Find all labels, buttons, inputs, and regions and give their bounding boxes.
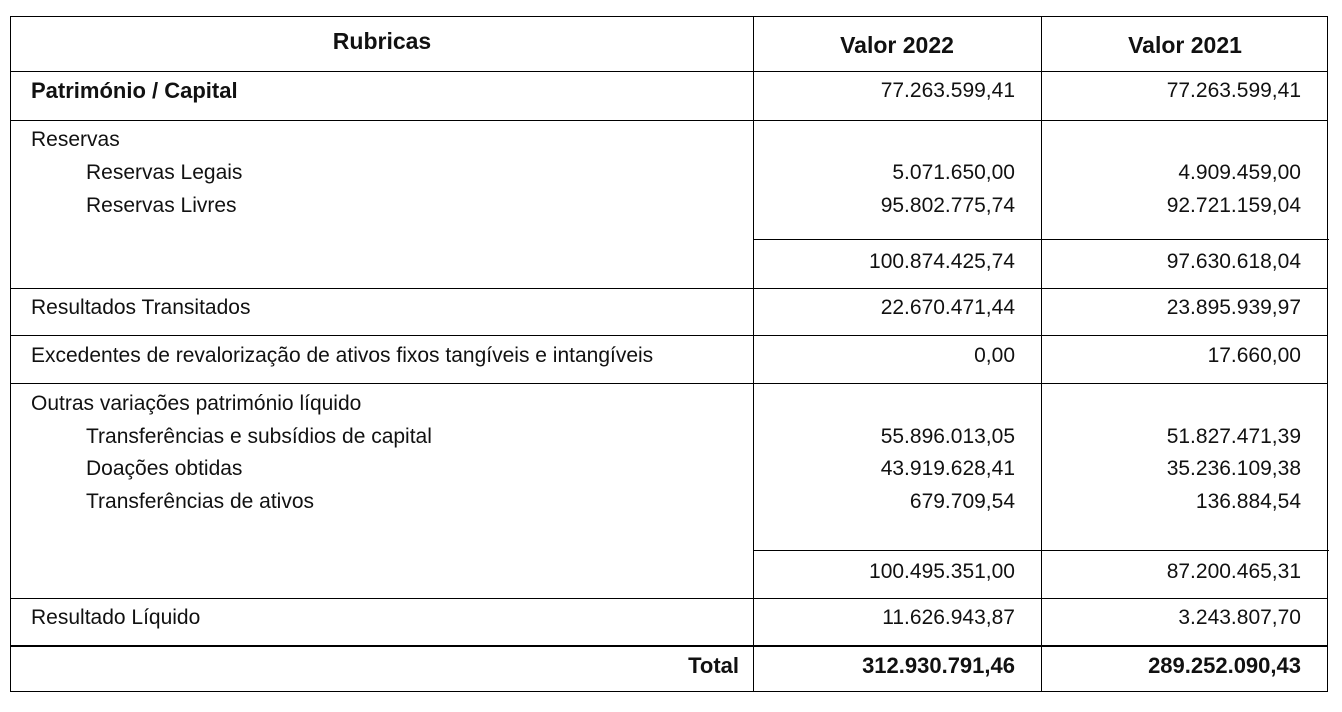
value-2022: 5.071.650,00	[892, 161, 1015, 184]
row-label: Excedentes de revalorização de ativos fixos tangíveis e intangíveis	[31, 344, 654, 367]
row-label: Reservas	[31, 128, 120, 151]
header-rubricas: Rubricas	[332, 28, 432, 54]
value-2022: 0,00	[974, 344, 1015, 367]
value-2021: 3.243.807,70	[1178, 606, 1301, 629]
table-row	[11, 289, 1327, 336]
value-2022: 43.919.628,41	[880, 457, 1015, 480]
value-2021: 23.895.939,97	[1166, 296, 1301, 319]
row-label: Transferências e subsídios de capital	[86, 425, 432, 448]
row-label: Resultado Líquido	[31, 606, 201, 629]
header-valor-2022: Valor 2022	[840, 32, 954, 58]
value-2021: 136.884,54	[1195, 490, 1301, 513]
value-2021: 35.236.109,38	[1166, 457, 1301, 480]
row-label: Património / Capital	[31, 78, 238, 103]
value-2021: 4.909.459,00	[1178, 161, 1301, 184]
value-2022: 679.709,54	[909, 490, 1015, 513]
value-2021: 51.827.471,39	[1166, 425, 1301, 448]
value-2022: 11.626.943,87	[882, 606, 1015, 629]
equity-table	[10, 16, 1328, 692]
row-label: Outras variações património líquido	[31, 392, 362, 415]
subtotal-2021: 97.630.618,04	[1166, 250, 1301, 273]
total-label: Total	[688, 653, 739, 678]
row-label: Reservas Legais	[86, 161, 243, 184]
subtotal-divider	[753, 550, 1329, 551]
value-2022: 22.670.471,44	[880, 296, 1015, 319]
table-row	[11, 72, 1327, 121]
value-2022: 55.896.013,05	[880, 425, 1015, 448]
subtotal-2022: 100.495.351,00	[869, 560, 1015, 583]
row-label: Resultados Transitados	[31, 296, 251, 319]
table-row	[11, 121, 1327, 289]
total-row	[11, 647, 1327, 691]
total-2021: 289.252.090,43	[1148, 653, 1301, 678]
subtotal-divider	[753, 239, 1329, 240]
header-row	[11, 17, 1327, 72]
value-2021: 92.721.159,04	[1166, 194, 1301, 217]
subtotal-2021: 87.200.465,31	[1166, 560, 1301, 583]
value-2022: 95.802.775,74	[880, 194, 1015, 217]
table-row	[11, 599, 1327, 647]
row-label: Transferências de ativos	[86, 490, 314, 513]
table-row	[11, 384, 1327, 599]
row-label: Doações obtidas	[86, 457, 243, 480]
value-2021: 77.263.599,41	[1166, 79, 1301, 102]
total-2022: 312.930.791,46	[862, 653, 1015, 678]
table-row	[11, 336, 1327, 384]
value-2021: 17.660,00	[1207, 344, 1301, 367]
value-2022: 77.263.599,41	[880, 79, 1015, 102]
header-valor-2021: Valor 2021	[1128, 32, 1242, 58]
subtotal-2022: 100.874.425,74	[869, 250, 1015, 273]
row-label: Reservas Livres	[86, 194, 237, 217]
